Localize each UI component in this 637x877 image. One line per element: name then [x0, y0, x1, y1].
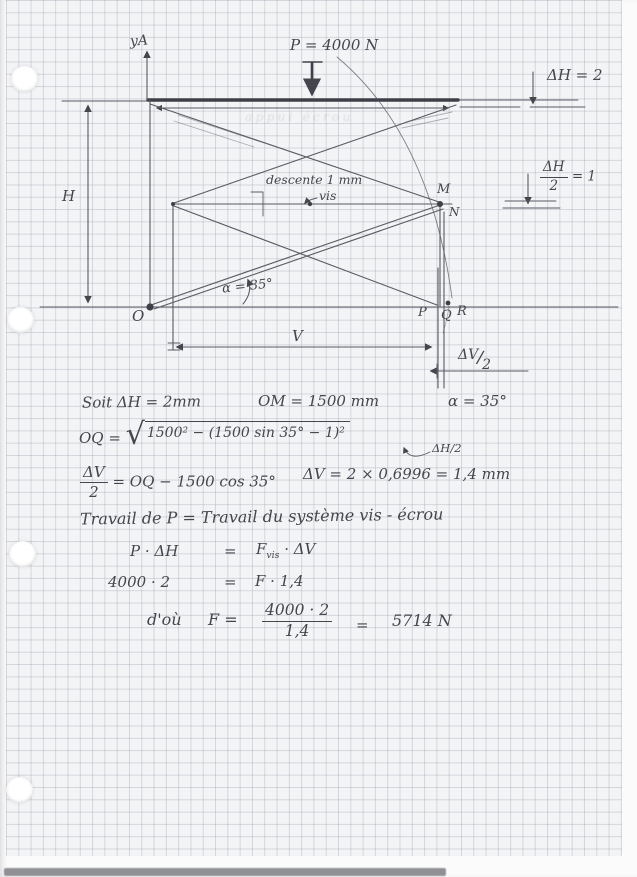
- work-eq-numeric-equals: =: [224, 573, 237, 591]
- dv-half-equation: $\frac{\Delta V}{2}$ = OQ − 1500 cos 35°: [80, 465, 276, 500]
- conclusion-result: 5714 N: [392, 611, 452, 630]
- conclusion-f-equals: F =: [208, 610, 238, 629]
- work-eq-symbolic-rhs: $F_{vis} \cdot \Delta V$: [256, 540, 316, 561]
- dv-result: ΔV = 2 × 0,6996 = 1,4 mm: [303, 465, 511, 483]
- work-eq-symbolic-lhs: P · ΔH: [130, 542, 179, 560]
- point-r-label: R: [457, 304, 467, 319]
- work-principle: Travail de P = Travail du système vis - écrou: [79, 504, 444, 529]
- work-eq-numeric-rhs: F · 1,4: [255, 572, 304, 590]
- point-q-label: Q: [441, 308, 452, 323]
- width-label: V: [292, 327, 303, 345]
- oq-equation-note: ΔH/2: [432, 441, 462, 455]
- point-o-label: O: [132, 307, 145, 325]
- work-eq-symbolic-equals: =: [224, 542, 237, 560]
- force-label: P = 4000 N: [290, 36, 379, 54]
- oq-equation: OQ = √ 1500² − (1500 sin 35° − 1)²: [79, 421, 350, 447]
- conclusion-fraction: $\frac{4000 \cdot 2}{1,4}$: [262, 603, 332, 639]
- vis-label: vis: [319, 188, 337, 203]
- point-n-label: N: [449, 205, 460, 219]
- descente-label: descente 1 mm: [266, 172, 363, 187]
- scan-edge-shadow: [4, 868, 446, 876]
- work-eq-numeric-lhs: 4000 · 2: [108, 573, 171, 591]
- axis-label: yA: [129, 32, 149, 50]
- conclusion-equals: =: [356, 616, 369, 634]
- angle-label: α = 35°: [221, 276, 274, 297]
- radical-sign: √: [125, 417, 145, 452]
- conclusion-dou: d'où: [147, 610, 182, 629]
- point-m-label: M: [437, 182, 451, 197]
- delta-v-half-label: ΔV/2: [458, 347, 492, 373]
- point-p-label: P: [418, 305, 427, 320]
- given-alpha: α = 35°: [448, 392, 507, 410]
- delta-h-label: ΔH = 2: [547, 66, 603, 84]
- given-soit: Soit ΔH = 2mm: [81, 392, 202, 412]
- given-om: OM = 1500 mm: [258, 392, 380, 410]
- height-label: H: [62, 187, 76, 205]
- delta-h-half-label: $\frac{\Delta H}{2}$ = 1: [540, 161, 596, 193]
- erased-note: appui écrou: [245, 109, 354, 124]
